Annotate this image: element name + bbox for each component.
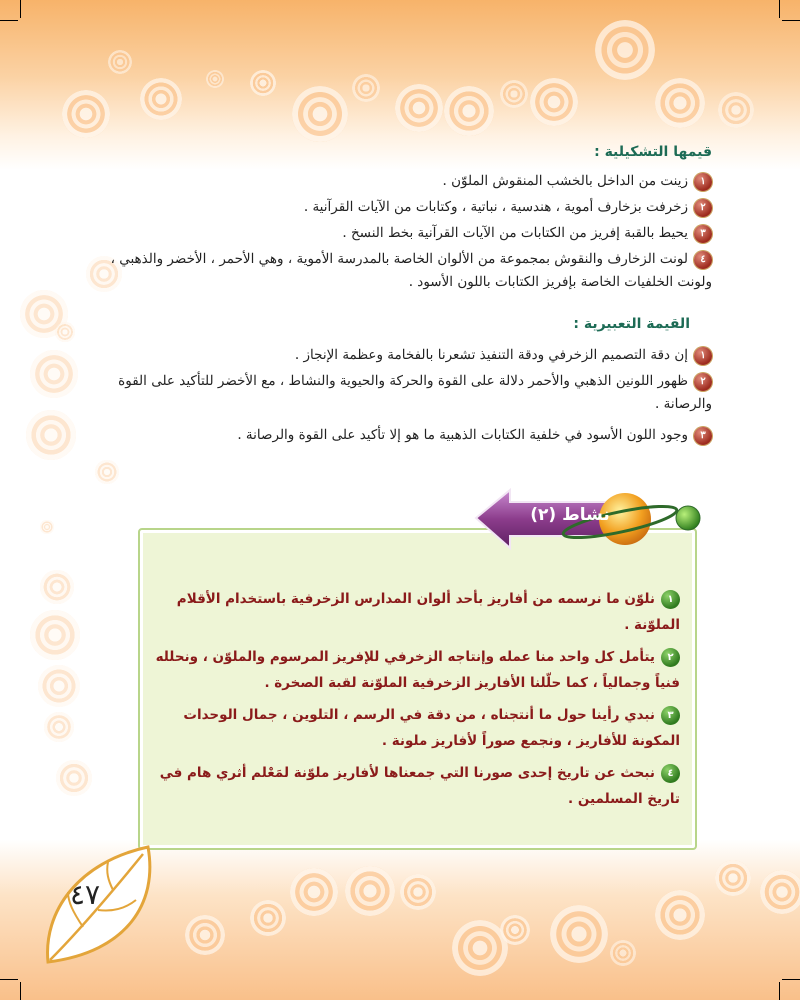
crop-mark xyxy=(782,979,800,980)
flower-ornament xyxy=(530,78,578,126)
number-badge: ٢ xyxy=(694,199,712,217)
flower-ornament xyxy=(345,866,395,916)
flower-ornament xyxy=(760,870,800,914)
flower-ornament xyxy=(715,860,751,896)
flower-ornament xyxy=(55,322,75,342)
activity-item xyxy=(150,702,680,754)
list-item xyxy=(72,170,712,193)
list-item-text: زخرفت بزخارف أموية ، هندسية ، نباتية ، وكتابات من الآيات القرآنية . xyxy=(303,199,688,215)
flower-ornament xyxy=(26,410,76,460)
leaf-ornament-icon xyxy=(38,842,168,972)
number-badge: ١ xyxy=(694,173,712,191)
activity-item-text: نبحث عن تاريخ إحدى صورنا التي جمعناها لأفاريز ملوّنة لمَعْلم أثري هام في تاريخ المسلمين . xyxy=(159,765,680,807)
crop-mark xyxy=(0,979,18,980)
list-item-text: ظهور اللونين الذهبي والأحمر دلالة على القوة والحركة والحيوية والنشاط ، مع الأخضر للتأكيد على القوة والرصانة . xyxy=(118,373,712,412)
list-item-text: زينت من الداخل بالخشب المنقوش الملوّن . xyxy=(442,173,688,189)
flower-ornament xyxy=(500,80,528,108)
number-badge: ١ xyxy=(661,590,680,609)
list-item xyxy=(72,370,712,416)
flower-ornament xyxy=(550,905,608,963)
crop-mark xyxy=(0,20,18,21)
crop-mark xyxy=(779,982,780,1000)
activity-item-text: نبدي رأينا حول ما أنتجناه ، من دقة في الرسم ، التلوين ، جمال الوحدات المكونة للأفاريز ، ونجمع صوراً لأفاريز ملونة . xyxy=(183,707,680,749)
flower-ornament xyxy=(400,874,436,910)
flower-ornament xyxy=(30,350,78,398)
section-heading-expressive-value: القيمة التعبيرية : xyxy=(573,316,690,332)
flower-ornament xyxy=(500,915,530,945)
crop-mark xyxy=(782,20,800,21)
flower-ornament xyxy=(655,890,705,940)
number-badge: ٢ xyxy=(694,373,712,391)
flower-ornament xyxy=(395,84,443,132)
number-badge: ٤ xyxy=(661,764,680,783)
number-badge: ٣ xyxy=(694,225,712,243)
flower-ornament xyxy=(185,915,225,955)
section-heading-formal-values: قيمها التشكيلية : xyxy=(594,144,712,160)
activity-title: نشاط (٢) xyxy=(530,505,610,525)
list-item xyxy=(72,196,712,219)
flower-ornament xyxy=(38,665,80,707)
crop-mark xyxy=(779,0,780,18)
flower-ornament xyxy=(655,78,705,128)
flower-ornament xyxy=(108,50,132,74)
list-item xyxy=(72,344,712,367)
crop-mark xyxy=(20,982,21,1000)
flower-ornament xyxy=(610,940,636,966)
activity-item-text: يتأمل كل واحد منا عمله وإنتاجه الزخرفي للإفريز المرسوم والملوّن ، ونحلله فنياً وجمالياً ، كما حلّلنا الأفاريز الزخرفية الملوّنة لقبة الصخرة . xyxy=(155,649,680,691)
flower-ornament xyxy=(140,78,182,120)
flower-ornament xyxy=(250,70,276,96)
list-item-text: وجود اللون الأسود في خلفية الكتابات الذهبية ما هو إلا تأكيد على القوة والرصانة . xyxy=(237,427,688,443)
crop-mark xyxy=(20,0,21,18)
page-number: ٤٧ xyxy=(70,878,101,911)
flower-ornament xyxy=(56,760,92,796)
flower-ornament xyxy=(718,92,754,128)
flower-ornament xyxy=(250,900,286,936)
flower-ornament xyxy=(44,712,74,742)
list-item xyxy=(72,222,712,245)
list-item xyxy=(72,248,712,294)
activity-item xyxy=(150,760,680,812)
flower-ornament xyxy=(40,520,54,534)
number-badge: ١ xyxy=(694,347,712,365)
number-badge: ٤ xyxy=(694,251,712,269)
activity-item-text: نلوّن ما نرسمه من أفاريز بأحد ألوان المدارس الزخرفية باستخدام الأقلام الملوّنة . xyxy=(176,591,680,633)
number-badge: ٣ xyxy=(694,427,712,445)
flower-ornament xyxy=(352,74,380,102)
flower-ornament xyxy=(292,86,348,142)
number-badge: ٢ xyxy=(661,648,680,667)
list-item xyxy=(72,424,712,447)
activity-item xyxy=(150,586,680,638)
flower-ornament xyxy=(62,90,110,138)
list-item-text: يحيط بالقبة إفريز من الكتابات من الآيات القرآنية بخط النسخ . xyxy=(342,225,688,241)
green-dot-icon xyxy=(676,506,700,530)
flower-ornament xyxy=(290,868,338,916)
list-item-text: لونت الزخارف والنقوش بمجموعة من الألوان الخاصة بالمدرسة الأموية ، وهي الأحمر ، الأخضر والذهبي ، ولونت الخلفيات الخاصة بإفريز الكتابات باللون الأسود . xyxy=(110,251,712,290)
flower-ornament xyxy=(95,460,119,484)
activity-item xyxy=(150,644,680,696)
flower-ornament xyxy=(30,610,80,660)
flower-ornament xyxy=(595,20,655,80)
flower-ornament xyxy=(40,570,74,604)
flower-ornament xyxy=(444,86,494,136)
list-item-text: إن دقة التصميم الزخرفي ودقة التنفيذ تشعرنا بالفخامة وعظمة الإنجاز . xyxy=(294,347,688,363)
flower-ornament xyxy=(206,70,224,88)
number-badge: ٣ xyxy=(661,706,680,725)
